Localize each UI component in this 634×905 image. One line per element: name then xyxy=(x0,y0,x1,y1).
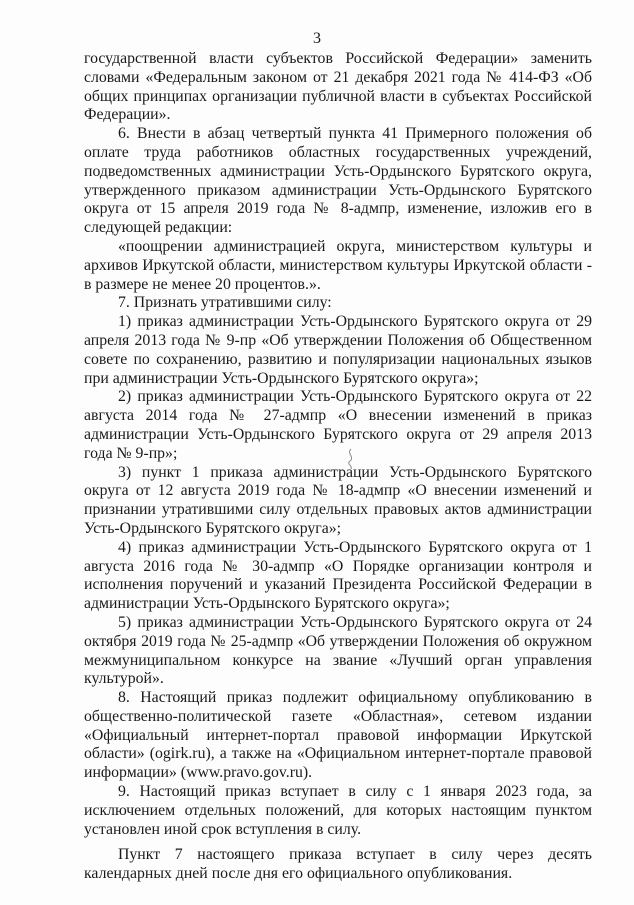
paragraph-item-8: 8. Настоящий приказ подлежит официальному опубликованию в общественно-политической газете «Областная», сетевом издании «Официальный интернет-портал правовой информации Иркутской области» (ogirk.ru), а также на «Официальном интернет-портале правовой информации» (www.pravo.gov.ru). xyxy=(84,689,592,782)
paragraph-item-7-3: 3) пункт 1 приказа администрации Усть-Ордынского Бурятского округа от 12 августа 2019 года № 18-адмпр «О внесении изменений и признании утратившими силу отдельных правовых актов администрации Усть-Ордынского Бурятского округа»; xyxy=(84,463,592,537)
paragraph-item-7: 7. Признать утратившими силу: xyxy=(118,294,332,312)
paragraph-item-7-4: 4) приказ администрации Усть-Ордынского Бурятского округа от 1 августа 2016 года № 30-адмпр «О Порядке организации контроля и исполнения поручений и указаний Президента Российской Федерации в администрации Усть-Ордынского Бурятского округа»; xyxy=(84,538,592,613)
page-number: 3 xyxy=(313,30,321,47)
paragraph-final: Пункт 7 настоящего приказа вступает в силу через десять календарных дней после дня его официального опубликования. xyxy=(84,846,592,883)
paragraph-item-7-5: 5) приказ администрации Усть-Ордынского Бурятского округа от 24 октября 2019 года № 25-адмпр «Об утверждении Положения об окружном межмуниципальном конкурсе на звание «Лучший орган управления культурой». xyxy=(84,613,592,688)
paragraph-quote: «поощрении администрацией округа, министерством культуры и архивов Иркутской области, министерством культуры Иркутской области - в размере не менее 20 процентов.». xyxy=(84,237,592,293)
document-body xyxy=(84,50,592,884)
paragraph-continuation: государственной власти субъектов Российской Федерации» заменить словами «Федеральным законом от 21 декабря 2021 года № 414-ФЗ «Об общих принципах организации публичной власти в субъектах Российской Федерации». xyxy=(84,50,592,124)
paragraph-item-7-1: 1) приказ администрации Усть-Ордынского Бурятского округа от 29 апреля 2013 года № 9-пр «Об утверждении Положения об Общественном совете по сохранению, развитию и популяризации национальных языков при администрации Усть-Ордынского Бурятского округа»; xyxy=(84,313,592,387)
pen-mark-icon xyxy=(344,448,358,470)
paragraph-item-6: 6. Внести в абзац четвертый пункта 41 Примерного положения об оплате труда работников областных государственных учреждений, подведомственных администрации Усть-Ордынского Бурятского округа, утвержденного приказом администрации Усть-Ордынского Бурятского округа от 15 апреля 2019 года № 8-адмпр, изменение, изложив его в следующей редакции: xyxy=(84,125,592,237)
paragraph-item-9: 9. Настоящий приказ вступает в силу с 1 января 2023 года, за исключением отдельных положений, для которых настоящим пунктом установлен иной срок вступления в силу. xyxy=(84,783,592,838)
paragraph-item-7-2: 2) приказ администрации Усть-Ордынского Бурятского округа от 22 августа 2014 года № 27-адмпр «О внесении изменений в приказ администрации Усть-Ордынского Бурятского округа от 29 апреля 2013 года № 9-пр»; xyxy=(84,388,592,462)
